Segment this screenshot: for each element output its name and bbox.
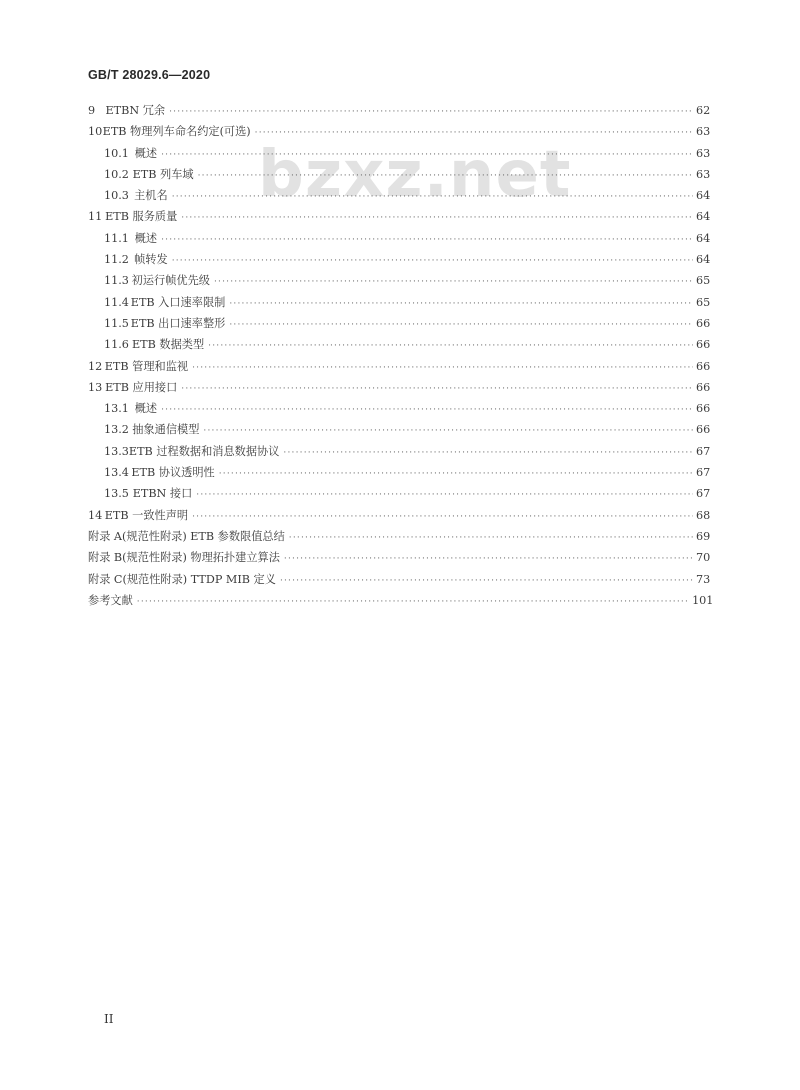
toc-entry-number: 9 <box>88 104 96 117</box>
dot-leader <box>280 576 693 586</box>
toc-entry-title: ETB 应用接口 <box>105 380 178 394</box>
toc-entry-title: ETB 服务质量 <box>105 210 178 224</box>
toc-entry-title: 概述 <box>134 402 158 416</box>
toc-entry-number: 12 <box>88 359 103 373</box>
toc-entry-title: ETBN 接口 <box>132 487 193 501</box>
toc-entry-title: ETB 数据类型 <box>132 338 205 352</box>
toc-entry[interactable] <box>88 507 710 528</box>
toc-entry-title: 概述 <box>134 146 158 160</box>
toc-entry-number: 11.6 <box>104 338 129 352</box>
toc-entry-page: 64 <box>696 231 711 245</box>
toc-entry-number: 13.5 <box>104 487 129 501</box>
dot-leader <box>137 597 689 607</box>
standard-number: GB/T 28029.6—2020 <box>88 68 211 82</box>
toc-entry-number: 11.4 <box>104 295 129 309</box>
table-of-contents <box>88 102 714 613</box>
toc-entry-title: ETB 列车域 <box>132 167 194 181</box>
toc-entry[interactable] <box>88 592 714 613</box>
dot-leader <box>172 256 693 266</box>
toc-entry-page: 64 <box>696 189 711 203</box>
toc-entry-title: 抽象通信模型 <box>132 423 200 437</box>
toc-entry-number: 10 <box>88 125 103 139</box>
dot-leader <box>181 384 693 394</box>
toc-entry-title: 附录 A(规范性附录) ETB 参数限值总结 <box>88 529 285 543</box>
toc-entry-number: 11.1 <box>104 231 129 245</box>
toc-entry[interactable] <box>88 145 710 166</box>
toc-entry-title: 附录 C(规范性附录) TTDP MIB 定义 <box>88 572 276 586</box>
toc-entry-page: 65 <box>696 274 711 288</box>
dot-leader <box>214 277 693 287</box>
toc-entry-title: ETB 协议透明性 <box>131 466 215 480</box>
dot-leader <box>289 533 693 543</box>
toc-entry-page: 66 <box>696 359 711 373</box>
toc-entry-page: 66 <box>696 423 711 437</box>
toc-entry-number: 13 <box>88 380 103 394</box>
dot-leader <box>229 299 693 309</box>
toc-entry-page: 64 <box>696 253 711 267</box>
toc-entry-page: 66 <box>696 316 711 330</box>
toc-entry[interactable] <box>88 251 710 272</box>
dot-leader <box>196 490 693 500</box>
toc-entry-page: 63 <box>696 146 711 160</box>
toc-entry[interactable] <box>88 336 710 357</box>
dot-leader <box>219 469 693 479</box>
toc-entry-page: 66 <box>696 402 711 416</box>
toc-entry[interactable] <box>88 485 710 506</box>
toc-entry-page: 67 <box>696 487 711 501</box>
toc-entry[interactable] <box>88 421 710 442</box>
dot-leader <box>181 213 693 223</box>
toc-entry-number: 11 <box>88 210 103 224</box>
toc-entry-number: 10.2 <box>104 167 129 181</box>
toc-entry-number: 13.4 <box>104 466 129 480</box>
toc-entry-page: 101 <box>692 593 714 607</box>
toc-entry-title: ETB 过程数据和消息数据协议 <box>128 444 280 458</box>
toc-entry[interactable] <box>88 464 710 485</box>
toc-entry[interactable] <box>88 187 710 208</box>
dot-leader <box>203 426 693 436</box>
toc-entry[interactable] <box>88 166 710 187</box>
toc-entry-page: 67 <box>696 466 711 480</box>
toc-entry[interactable] <box>88 230 710 251</box>
toc-entry[interactable] <box>88 272 710 293</box>
toc-entry[interactable] <box>88 528 710 549</box>
toc-entry-page: 67 <box>696 444 711 458</box>
toc-entry-title: ETB 管理和监视 <box>104 359 189 373</box>
toc-entry-number: 11.3 <box>104 274 129 288</box>
toc-entry-title: 帧转发 <box>134 253 168 267</box>
toc-entry[interactable] <box>88 443 710 464</box>
dot-leader <box>192 512 693 522</box>
toc-entry-title: 概述 <box>134 231 158 245</box>
dot-leader <box>161 235 693 245</box>
toc-entry-title: ETB 一致性声明 <box>104 508 189 522</box>
dot-leader <box>198 171 693 181</box>
toc-entry-page: 65 <box>696 295 711 309</box>
toc-entry-page: 73 <box>696 572 711 586</box>
toc-entry[interactable] <box>88 102 710 123</box>
toc-entry-page: 68 <box>696 508 711 522</box>
toc-entry-title: 参考文献 <box>88 593 133 607</box>
dot-leader <box>161 405 693 415</box>
toc-entry-title: ETB 出口速率整形 <box>130 316 226 330</box>
toc-entry-page: 63 <box>696 125 711 139</box>
dot-leader <box>161 150 693 160</box>
toc-entry-number: 13.1 <box>104 402 129 416</box>
dot-leader <box>229 320 693 330</box>
toc-entry[interactable] <box>88 571 710 592</box>
toc-entry-page: 66 <box>696 338 711 352</box>
toc-entry-number: 10.1 <box>104 146 129 160</box>
toc-entry[interactable] <box>88 549 710 570</box>
toc-entry-title: ETB 物理列车命名约定(可选) <box>102 125 251 139</box>
toc-entry-number: 14 <box>88 508 103 522</box>
toc-entry-page: 70 <box>696 551 711 565</box>
toc-entry-number: 13.2 <box>104 423 129 437</box>
toc-entry[interactable] <box>88 400 710 421</box>
dot-leader <box>169 107 693 117</box>
toc-entry-page: 69 <box>696 529 711 543</box>
toc-entry-page: 64 <box>696 210 711 224</box>
toc-entry[interactable] <box>88 123 710 144</box>
toc-entry-title: 主机名 <box>134 189 168 203</box>
toc-entry-page: 62 <box>696 104 711 117</box>
toc-entry[interactable] <box>88 315 710 336</box>
toc-entry[interactable] <box>88 294 710 315</box>
dot-leader <box>208 341 693 351</box>
page-number-footer: II <box>104 1012 114 1026</box>
dot-leader <box>284 554 693 564</box>
toc-entry-page: 63 <box>696 167 711 181</box>
toc-entry-title: 附录 B(规范性附录) 物理拓扑建立算法 <box>88 551 280 565</box>
dot-leader <box>255 128 693 138</box>
toc-entry[interactable] <box>88 379 710 400</box>
toc-entry-title: ETB 入口速率限制 <box>130 295 226 309</box>
toc-entry-title: ETBN 冗余 <box>105 104 166 117</box>
toc-entry-title: 初运行帧优先级 <box>131 274 210 288</box>
toc-entry-number: 11.2 <box>104 253 129 267</box>
toc-entry-page: 66 <box>696 380 711 394</box>
toc-entry-number: 11.5 <box>104 316 129 330</box>
toc-entry-number: 10.3 <box>104 189 129 203</box>
toc-entry[interactable] <box>88 358 710 379</box>
dot-leader <box>172 192 693 202</box>
dot-leader <box>192 363 693 373</box>
toc-entry[interactable] <box>88 208 710 229</box>
watermark: bzxz.net <box>258 138 572 212</box>
dot-leader <box>283 448 693 458</box>
toc-entry-number: 13.3 <box>104 444 129 458</box>
